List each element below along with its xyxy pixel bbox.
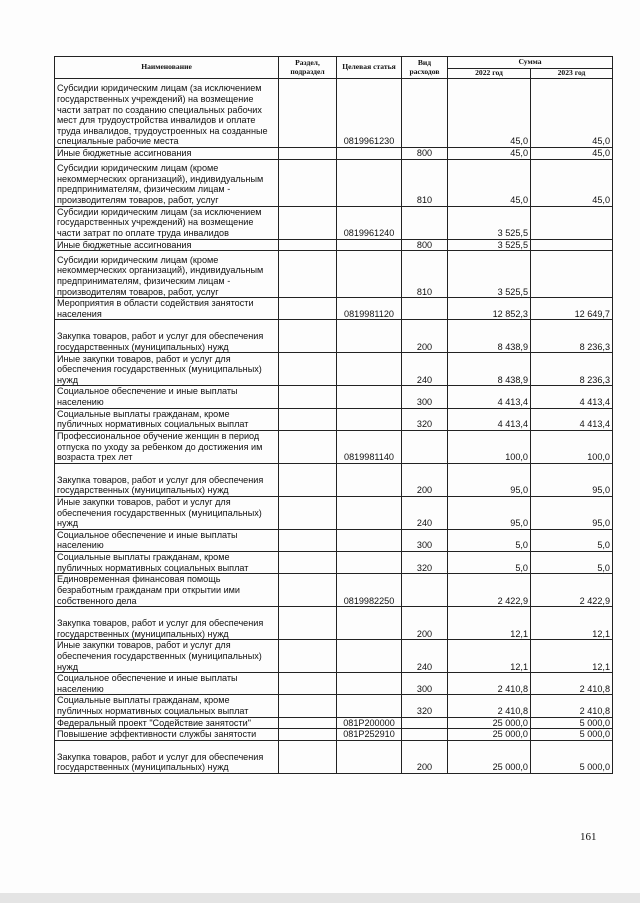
row-kind: 200 (402, 607, 448, 640)
table-row (55, 717, 613, 729)
row-name: Социальные выплаты гражданам, кроме публичных нормативных социальных выплат (55, 408, 279, 430)
row-name: Мероприятия в области содействия занятости населения (55, 298, 279, 320)
row-kind: 300 (402, 673, 448, 695)
row-value-2023: 95,0 (531, 496, 613, 529)
row-section (279, 239, 337, 251)
row-name: Иные закупки товаров, работ и услуг для обеспечения государственных (муниципальных) нужд (55, 496, 279, 529)
col-header-name: Наименование (55, 57, 279, 79)
row-section (279, 673, 337, 695)
row-value-2022: 12 852,3 (448, 298, 531, 320)
row-value-2023: 8 236,3 (531, 320, 613, 353)
row-target (337, 740, 402, 773)
row-section (279, 408, 337, 430)
row-kind: 800 (402, 239, 448, 251)
row-value-2022: 100,0 (448, 430, 531, 463)
row-kind: 800 (402, 148, 448, 160)
row-target: 0819961240 (337, 206, 402, 239)
row-value-2022: 2 422,9 (448, 574, 531, 607)
col-header-2022: 2022 год (448, 69, 531, 79)
row-value-2023: 45,0 (531, 159, 613, 206)
row-target (337, 529, 402, 551)
row-section (279, 159, 337, 206)
row-section (279, 79, 337, 148)
row-kind: 810 (402, 251, 448, 298)
row-value-2022: 12,1 (448, 607, 531, 640)
table-row (55, 298, 613, 320)
row-target: 081P252910 (337, 729, 402, 741)
row-target: 0819981120 (337, 298, 402, 320)
row-section (279, 496, 337, 529)
row-value-2023: 45,0 (531, 79, 613, 148)
table-row (55, 239, 613, 251)
row-target (337, 496, 402, 529)
row-value-2023: 45,0 (531, 148, 613, 160)
row-section (279, 607, 337, 640)
row-section (279, 463, 337, 496)
row-value-2023: 2 422,9 (531, 574, 613, 607)
row-value-2022: 2 410,8 (448, 673, 531, 695)
row-name: Социальное обеспечение и иные выплаты населению (55, 529, 279, 551)
row-section (279, 353, 337, 386)
row-value-2023: 5 000,0 (531, 729, 613, 741)
col-header-sum: Сумма (448, 57, 613, 69)
row-target: 0819982250 (337, 574, 402, 607)
page-number: 161 (580, 831, 597, 843)
row-target (337, 320, 402, 353)
row-value-2023 (531, 251, 613, 298)
row-section (279, 574, 337, 607)
table-row (55, 607, 613, 640)
row-target (337, 386, 402, 408)
row-name: Закупка товаров, работ и услуг для обеспечения государственных (муниципальных) нужд (55, 607, 279, 640)
row-name: Иные закупки товаров, работ и услуг для обеспечения государственных (муниципальных) нужд (55, 353, 279, 386)
table-row (55, 673, 613, 695)
row-target: 0819961230 (337, 79, 402, 148)
row-kind: 200 (402, 463, 448, 496)
row-name: Закупка товаров, работ и услуг для обеспечения государственных (муниципальных) нужд (55, 740, 279, 773)
row-target: 0819981140 (337, 430, 402, 463)
row-section (279, 695, 337, 717)
row-target (337, 148, 402, 160)
table-row (55, 386, 613, 408)
table-row (55, 496, 613, 529)
row-value-2023: 12,1 (531, 640, 613, 673)
row-target (337, 551, 402, 573)
row-name: Закупка товаров, работ и услуг для обеспечения государственных (муниципальных) нужд (55, 320, 279, 353)
row-name: Социальное обеспечение и иные выплаты населению (55, 673, 279, 695)
row-value-2022: 45,0 (448, 159, 531, 206)
row-value-2023: 5 000,0 (531, 740, 613, 773)
table-row (55, 148, 613, 160)
row-value-2023: 5 000,0 (531, 717, 613, 729)
row-kind: 300 (402, 529, 448, 551)
row-name: Субсидии юридическим лицам (за исключением государственных учреждений) на возмещение части затрат по созданию специальных рабочих мест для трудоустройства инвалидов и оплате труда инвалидов, трудоустроенных на созданные специальные рабочие места (55, 79, 279, 148)
row-target (337, 673, 402, 695)
row-kind (402, 298, 448, 320)
row-value-2022: 45,0 (448, 148, 531, 160)
row-value-2022: 8 438,9 (448, 320, 531, 353)
row-section (279, 148, 337, 160)
row-kind: 300 (402, 386, 448, 408)
row-kind (402, 574, 448, 607)
row-name: Социальные выплаты гражданам, кроме публичных нормативных социальных выплат (55, 695, 279, 717)
row-value-2022: 25 000,0 (448, 729, 531, 741)
table-row (55, 740, 613, 773)
row-kind (402, 729, 448, 741)
col-header-target: Целевая статья (337, 57, 402, 79)
row-kind: 240 (402, 496, 448, 529)
row-value-2022: 95,0 (448, 463, 531, 496)
row-target (337, 239, 402, 251)
row-section (279, 529, 337, 551)
row-kind (402, 206, 448, 239)
row-target (337, 640, 402, 673)
row-value-2023: 4 413,4 (531, 386, 613, 408)
table-row (55, 551, 613, 573)
row-section (279, 551, 337, 573)
row-kind: 320 (402, 695, 448, 717)
row-section (279, 251, 337, 298)
row-value-2023: 12,1 (531, 607, 613, 640)
row-value-2022: 4 413,4 (448, 408, 531, 430)
row-value-2022: 5,0 (448, 529, 531, 551)
table-row (55, 159, 613, 206)
table-row (55, 353, 613, 386)
table-row (55, 729, 613, 741)
row-kind: 320 (402, 408, 448, 430)
row-section (279, 740, 337, 773)
row-value-2023: 95,0 (531, 463, 613, 496)
row-section (279, 640, 337, 673)
row-kind: 240 (402, 640, 448, 673)
row-name: Профессиональное обучение женщин в период отпуска по уходу за ребенком до достижения им возраста трех лет (55, 430, 279, 463)
table-row (55, 529, 613, 551)
table-row (55, 320, 613, 353)
row-kind: 320 (402, 551, 448, 573)
row-value-2022: 3 525,5 (448, 239, 531, 251)
row-section (279, 320, 337, 353)
row-value-2023: 8 236,3 (531, 353, 613, 386)
row-target (337, 159, 402, 206)
row-value-2022: 5,0 (448, 551, 531, 573)
table-row (55, 430, 613, 463)
row-name: Иные бюджетные ассигнования (55, 239, 279, 251)
row-name: Иные закупки товаров, работ и услуг для обеспечения государственных (муниципальных) нужд (55, 640, 279, 673)
table-row (55, 79, 613, 148)
row-kind: 810 (402, 159, 448, 206)
row-value-2022: 25 000,0 (448, 717, 531, 729)
row-target (337, 463, 402, 496)
row-kind (402, 430, 448, 463)
row-name: Иные бюджетные ассигнования (55, 148, 279, 160)
row-name: Субсидии юридическим лицам (кроме некоммерческих организаций), индивидуальным предпринимателям, физическим лицам - производителям товаров, работ, услуг (55, 159, 279, 206)
row-name: Повышение эффективности службы занятости (55, 729, 279, 741)
row-section (279, 386, 337, 408)
row-value-2022: 4 413,4 (448, 386, 531, 408)
row-section (279, 206, 337, 239)
row-value-2022: 95,0 (448, 496, 531, 529)
row-section (279, 717, 337, 729)
row-section (279, 430, 337, 463)
row-value-2022: 2 410,8 (448, 695, 531, 717)
row-name: Субсидии юридическим лицам (кроме некоммерческих организаций), индивидуальным предпринимателям, физическим лицам - производителям товаров, работ, услуг (55, 251, 279, 298)
row-name: Социальное обеспечение и иные выплаты населению (55, 386, 279, 408)
scan-edge (0, 893, 640, 903)
row-value-2023: 4 413,4 (531, 408, 613, 430)
row-target (337, 695, 402, 717)
col-header-kind: Вид расходов (402, 57, 448, 79)
row-value-2022: 3 525,5 (448, 206, 531, 239)
row-value-2023 (531, 206, 613, 239)
row-name: Федеральный проект "Содействие занятости" (55, 717, 279, 729)
row-value-2022: 8 438,9 (448, 353, 531, 386)
table-row (55, 574, 613, 607)
row-target (337, 408, 402, 430)
row-value-2023: 2 410,8 (531, 673, 613, 695)
row-name: Субсидии юридическим лицам (за исключением государственных учреждений) на возмещение части затрат по оплате труда инвалидов (55, 206, 279, 239)
row-value-2022: 3 525,5 (448, 251, 531, 298)
row-value-2023: 12 649,7 (531, 298, 613, 320)
row-section (279, 298, 337, 320)
row-kind: 200 (402, 320, 448, 353)
table-row (55, 206, 613, 239)
row-target: 081P200000 (337, 717, 402, 729)
row-kind: 200 (402, 740, 448, 773)
row-section (279, 729, 337, 741)
table-row (55, 640, 613, 673)
row-target (337, 251, 402, 298)
row-kind (402, 79, 448, 148)
table-row (55, 408, 613, 430)
row-value-2022: 45,0 (448, 79, 531, 148)
row-name: Социальные выплаты гражданам, кроме публичных нормативных социальных выплат (55, 551, 279, 573)
row-target (337, 353, 402, 386)
table-body (55, 79, 613, 774)
row-value-2023: 5,0 (531, 551, 613, 573)
row-name: Закупка товаров, работ и услуг для обеспечения государственных (муниципальных) нужд (55, 463, 279, 496)
table-row (55, 695, 613, 717)
row-value-2022: 25 000,0 (448, 740, 531, 773)
table-row (55, 463, 613, 496)
row-value-2023: 2 410,8 (531, 695, 613, 717)
row-name: Единовременная финансовая помощь безработным гражданам при открытии ими собственного дела (55, 574, 279, 607)
col-header-2023: 2023 год (531, 69, 613, 79)
row-value-2023: 5,0 (531, 529, 613, 551)
row-value-2023: 100,0 (531, 430, 613, 463)
row-kind (402, 717, 448, 729)
row-value-2023 (531, 239, 613, 251)
table-row (55, 251, 613, 298)
budget-table (54, 56, 613, 774)
row-target (337, 607, 402, 640)
col-header-section: Раздел, подраздел (279, 57, 337, 79)
row-value-2022: 12,1 (448, 640, 531, 673)
row-kind: 240 (402, 353, 448, 386)
